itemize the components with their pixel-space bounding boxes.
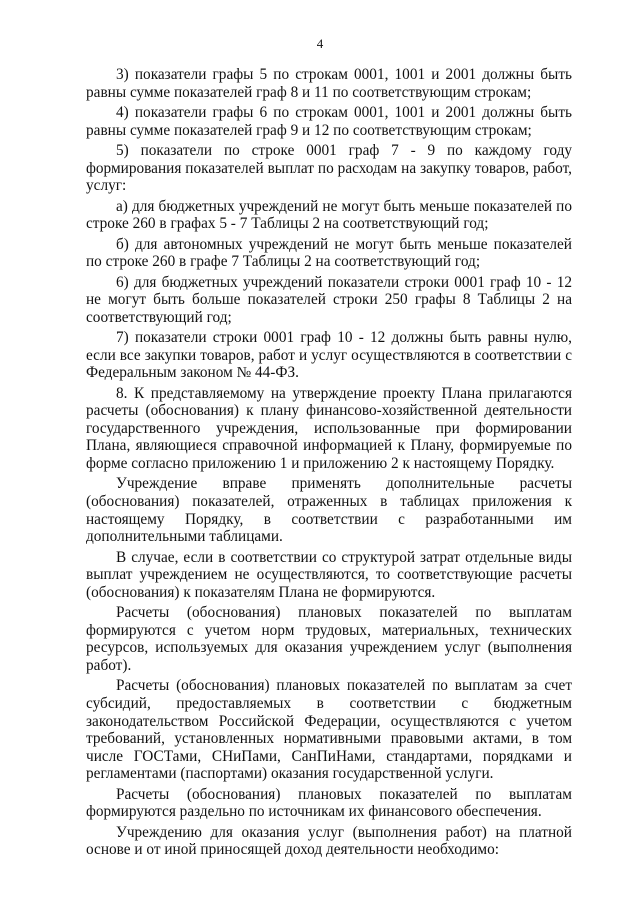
paragraph-subitem-b: б) для автономных учреждений не могут быть меньше показателей по строке 260 в графе 7 Таблицы 2 на соответствующий год; <box>86 235 572 271</box>
paragraph-resource-norms: Расчеты (обоснования) плановых показателей по выплатам формируются с учетом норм трудовых, материальных, технических ресурсов, используемых для оказания учреждением услуг (выполнения работ). <box>86 604 572 674</box>
paragraph-funding-sources: Расчеты (обоснования) плановых показателей по выплатам формируются раздельно по источникам их финансового обеспечения. <box>86 785 572 821</box>
paragraph-paid-services: Учреждению для оказания услуг (выполнения работ) на платной основе и от иной приносящей доход деятельности необходимо: <box>86 823 572 859</box>
paragraph-no-calculations: В случае, если в соответствии со структурой затрат отдельные виды выплат учреждением не осуществляются, то соответствующие расчеты (обоснования) к показателям Плана не формируются. <box>86 548 572 601</box>
paragraph-subsidies: Расчеты (обоснования) плановых показателей по выплатам за счет субсидий, предоставляемых в соответствии с бюджетным законодательством Российской Федерации, осуществляются с учетом требований, установленных нормативными правовыми актами, в том числе ГОСТами, СНиПами, СанПиНами, стандартами, порядками и регламентами (паспортами) оказания государственной услуги. <box>86 677 572 783</box>
document-body <box>86 66 572 862</box>
paragraph-additional-tables: Учреждение вправе применять дополнительные расчеты (обоснования) показателей, отраженных в таблицах приложения к настоящему Порядку, в соответствии с разработанными им дополнительными таблицами. <box>86 475 572 546</box>
paragraph-subitem-a: а) для бюджетных учреждений не могут быть меньше показателей по строке 260 в графах 5 - 7 Таблицы 2 на соответствующий год; <box>86 197 572 233</box>
paragraph-item-6: 6) для бюджетных учреждений показатели строки 0001 граф 10 - 12 не могут быть больше показателей строки 250 графы 8 Таблицы 2 на соответствующий год; <box>86 273 572 326</box>
paragraph-item-3: 3) показатели графы 5 по строкам 0001, 1001 и 2001 должны быть равны сумме показателей граф 8 и 11 по соответствующим строкам; <box>86 66 572 101</box>
paragraph-item-4: 4) показатели графы 6 по строкам 0001, 1001 и 2001 должны быть равны сумме показателей граф 9 и 12 по соответствующим строкам; <box>86 103 572 139</box>
paragraph-item-5: 5) показатели по строке 0001 граф 7 - 9 по каждому году формирования показателей выплат по расходам на закупку товаров, работ, услуг: <box>86 141 572 195</box>
paragraph-item-7: 7) показатели строки 0001 граф 10 - 12 должны быть равны нулю, если все закупки товаров, работ и услуг осуществляются в соответствии с Федеральным законом № 44-ФЗ. <box>86 329 572 382</box>
paragraph-section-8: 8. К представляемому на утверждение проекту Плана прилагаются расчеты (обоснования) к плану финансово-хозяйственной деятельности государственного учреждения, использованные при формировании Плана, являющиеся справочной информацией к Плану, формируемые по форме согласно приложению 1 и приложению 2 к настоящему Порядку. <box>86 384 572 473</box>
page-number: 4 <box>316 36 324 51</box>
